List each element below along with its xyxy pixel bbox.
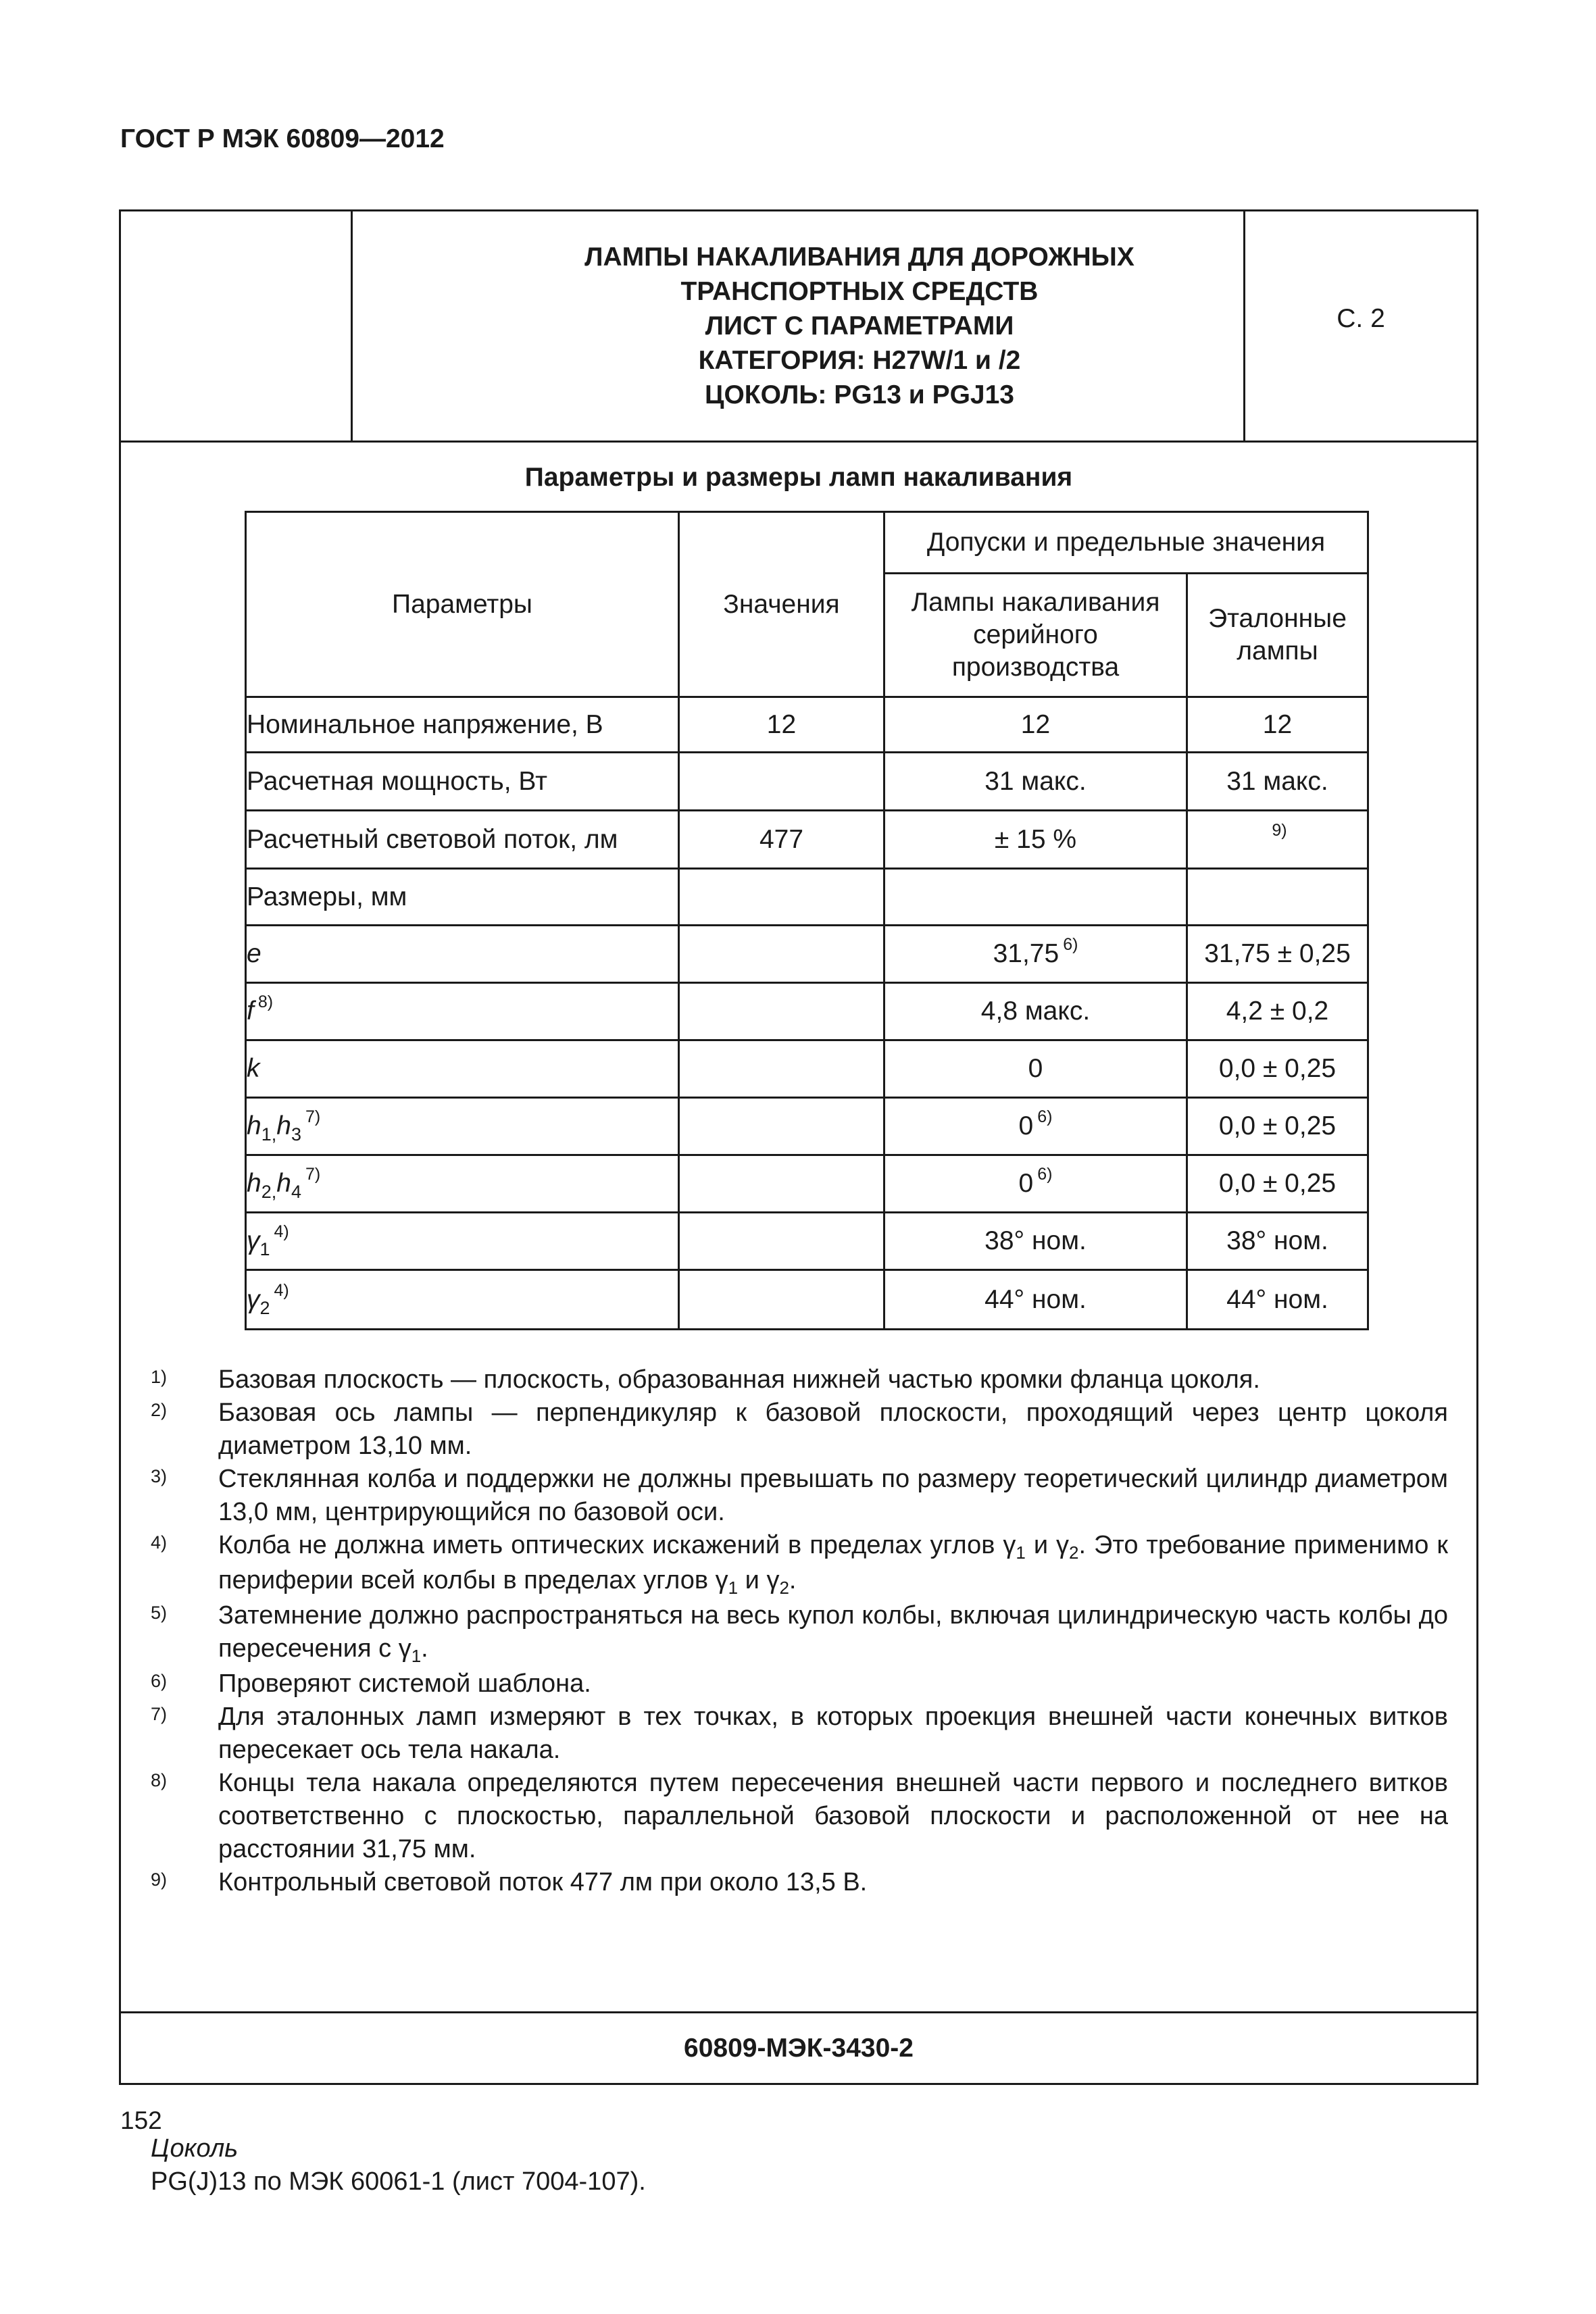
param-cell: Размеры, мм [246,869,679,926]
footnote-text: Для эталонных ламп измеряют в тех точках, в которых проекция внешней части конечных витков пересекает ось тела накала. [218,1703,1448,1764]
subscript: 2 [259,1297,270,1318]
footnote [151,1363,1448,1397]
param-cell: Номинальное напряжение, В [246,697,679,753]
dimension-symbol: h [247,1111,261,1140]
footnote-ref: 6) [1063,935,1078,954]
title-line: ЛАМПЫ НАКАЛИВАНИЯ ДЛЯ ДОРОЖНЫХ [584,243,1134,272]
serial-cell [884,926,1187,983]
serial-cell [884,1213,1187,1270]
header-serial-line: серийного [973,620,1098,649]
value-cell: 477 [679,811,884,869]
table-row [246,1040,1368,1098]
reference-cell: 31 макс. [1187,753,1368,811]
serial-cell [884,1270,1187,1330]
footnote-ref: 7) [305,1165,321,1184]
dimension-symbol: e [247,939,261,968]
table-row [246,753,1368,811]
value-cell [679,1270,884,1330]
subscript: 2, [261,1182,277,1202]
subscript: 1 [411,1646,422,1666]
footnote-text: . Это требование применимо к периферии всей колбы в пределах углов [218,1531,1449,1594]
footnote-mark: 1) [151,1367,168,1387]
dimension-symbol: k [247,1054,260,1083]
footnote [151,1866,1448,1899]
value-cell [679,1213,884,1270]
title-line: КАТЕГОРИЯ: H27W/1 и /2 [698,346,1021,375]
footnote-mark: 9) [151,1869,168,1890]
footnote-ref: 6) [1037,1107,1053,1126]
dimension-symbol: γ [247,1226,260,1255]
header-serial-lamps [884,574,1187,697]
serial-cell [884,1098,1187,1155]
subscript: 4 [291,1182,301,1202]
table-row [246,869,1368,926]
reference-cell: 31,75 ± 0,25 [1187,926,1368,983]
reference-cell: 0,0 ± 0,25 [1187,1155,1368,1213]
serial-cell-text: 0 [1018,1169,1034,1198]
dimension-symbol: h [247,1169,261,1198]
serial-cell-text: 38° ном. [984,1226,1087,1255]
value-cell [679,1040,884,1098]
dimension-symbol-cell [246,1098,679,1155]
header-serial-line: Лампы накаливания [911,588,1160,617]
reference-cell: 12 [1187,697,1368,753]
footnote-mark: 6) [151,1671,168,1691]
footnote-mark: 2) [151,1400,168,1420]
reference-cell: 0,0 ± 0,25 [1187,1098,1368,1155]
table-row [246,926,1368,983]
dimension-symbol-cell [246,983,679,1040]
footnote-text: Базовая ось лампы — перпендикуляр к базовой плоскости, проходящий через центр цоколя диаметром 13,10 мм. [218,1399,1448,1460]
subscript: 1, [261,1124,277,1145]
footnote [151,1767,1448,1866]
reference-cell [1187,869,1368,926]
serial-cell: 12 [884,697,1187,753]
header-serial-line: производства [951,653,1120,682]
footnote-text: Колба не должна иметь оптических искажений в пределах углов [218,1531,1003,1559]
table-row [246,1270,1368,1330]
footnote-mark: 3) [151,1466,168,1486]
subscript: 1 [259,1239,270,1259]
subscript: 2 [1069,1542,1079,1563]
dimension-symbol-cell [246,1270,679,1330]
dimension-symbol: h [276,1169,291,1198]
footnote-text: Концы тела накала определяются путем пересечения внешней части первого и последнего витков соответственно с плоскостью, параллельной базовой плоскости и расположенной от нее на расстоянии 31,75 мм. [218,1769,1448,1863]
footnote-text: и [1025,1531,1057,1559]
subscript: 3 [291,1124,301,1145]
footnote-mark: 7) [151,1704,168,1724]
reference-cell: 44° ном. [1187,1270,1368,1330]
param-cell: Расчетный световой поток, лм [246,811,679,869]
subscript: 2 [779,1578,789,1598]
serial-cell [884,1040,1187,1098]
value-cell: 12 [679,697,884,753]
serial-cell: ± 15 % [884,811,1187,869]
sheet-code: 60809-МЭК-3430-2 [684,2034,914,2063]
gamma-symbol: γ [1003,1531,1016,1559]
dimension-symbol: h [276,1111,291,1140]
reference-cell: 38° ном. [1187,1213,1368,1270]
title-line: ЦОКОЛЬ: PG13 и PGJ13 [704,380,1014,409]
table-row [246,1098,1368,1155]
footnote-text: Контрольный световой поток 477 лм при около 13,5 В. [218,1868,868,1896]
value-cell [679,1155,884,1213]
serial-cell: 31 макс. [884,753,1187,811]
footnote [151,1463,1448,1529]
footnote-text: и [738,1566,767,1594]
header-reference-line: лампы [1237,636,1318,665]
table-row [246,1155,1368,1213]
table-row [246,811,1368,869]
gamma-symbol: γ [766,1566,780,1594]
gamma-symbol: γ [1056,1531,1070,1559]
footnote-text: . [789,1566,797,1594]
reference-cell [1187,811,1368,869]
footnote-ref: 4) [274,1280,289,1300]
parameters-table [245,511,1369,1330]
serial-cell [884,869,1187,926]
serial-cell-text: 31,75 [993,939,1059,968]
footnotes [151,1363,1448,1899]
document-header: ГОСТ Р МЭК 60809—2012 [120,124,445,153]
serial-cell-text: 4,8 макс. [980,997,1091,1026]
header-parameters: Параметры [246,512,679,697]
title-block-title [353,211,1366,441]
table-row [246,697,1368,753]
sheet-number: С. 2 [1337,304,1385,333]
footnote-text: Базовая плоскость — плоскость, образованная нижней частью кромки фланца цоколя. [218,1365,1260,1394]
dimension-symbol-cell [246,1155,679,1213]
title-block-left-cell [121,211,353,441]
value-cell [679,926,884,983]
dimension-symbol: f [247,997,254,1026]
serial-cell-text: 0 [1018,1111,1034,1140]
footnote-text: Стеклянная колба и поддержки не должны превышать по размеру теоретический цилиндр диаметром 13,0 мм, центрирующийся по базовой оси. [218,1465,1448,1526]
header-reference-lamps [1187,574,1368,697]
footnote-ref: 6) [1037,1165,1053,1184]
value-cell [679,753,884,811]
page-number: 152 [120,2107,162,2134]
subscript: 1 [728,1578,739,1598]
dimension-symbol-cell [246,1213,679,1270]
subscript: 1 [1016,1542,1026,1563]
serial-cell [884,983,1187,1040]
footnote [151,1397,1448,1463]
serial-cell [884,1155,1187,1213]
footnote [151,1667,1448,1701]
gamma-symbol: γ [398,1634,412,1663]
footnote-ref: 8) [257,992,274,1011]
header-reference-line: Эталонные [1208,604,1347,633]
footnote-mark: 8) [151,1770,168,1790]
value-cell [679,983,884,1040]
title-line: ЛИСТ С ПАРАМЕТРАМИ [705,311,1014,341]
table-row [246,1213,1368,1270]
footnote-text: Затемнение должно распространяться на весь купол колбы, включая цилиндрическую часть колбы до пересечения с [218,1601,1448,1663]
header-values: Значения [679,512,884,697]
param-cell: Расчетная мощность, Вт [246,753,679,811]
footnote [151,1701,1448,1767]
table-row [246,983,1368,1040]
dimension-symbol: γ [247,1284,260,1314]
footnote-mark: 4) [151,1532,168,1553]
title-block-sheet-cell [1243,211,1476,441]
section-title: Параметры и размеры ламп накаливания [524,463,1073,492]
value-cell [679,1098,884,1155]
gamma-symbol: γ [715,1566,728,1594]
value-cell [679,869,884,926]
footnote-ref: 4) [274,1222,289,1241]
header-tolerances: Допуски и предельные значения [884,512,1368,574]
footnote-mark: 5) [151,1603,168,1623]
dimension-symbol-cell [246,926,679,983]
base-section [151,2132,646,2198]
dimension-symbol-cell [246,1040,679,1098]
title-line: ТРАНСПОРТНЫХ СРЕДСТВ [680,277,1039,306]
title-block [121,211,1476,443]
serial-cell-text: 44° ном. [984,1284,1087,1314]
base-title: Цоколь [151,2134,239,2163]
base-text: PG(J)13 по МЭК 60061-1 (лист 7004-107). [151,2167,646,2196]
footnote-text: Проверяют системой шаблона. [218,1669,591,1698]
reference-cell: 4,2 ± 0,2 [1187,983,1368,1040]
serial-cell-text: 0 [1028,1054,1043,1083]
reference-cell: 0,0 ± 0,25 [1187,1040,1368,1098]
footnote [151,1599,1448,1667]
footer-block [121,2011,1476,2083]
footnote-text: . [421,1634,428,1663]
footnote-ref: 9) [1272,820,1287,840]
footnote [151,1529,1448,1599]
dimension-rows [246,926,1368,1330]
footnote-ref: 7) [305,1107,321,1126]
